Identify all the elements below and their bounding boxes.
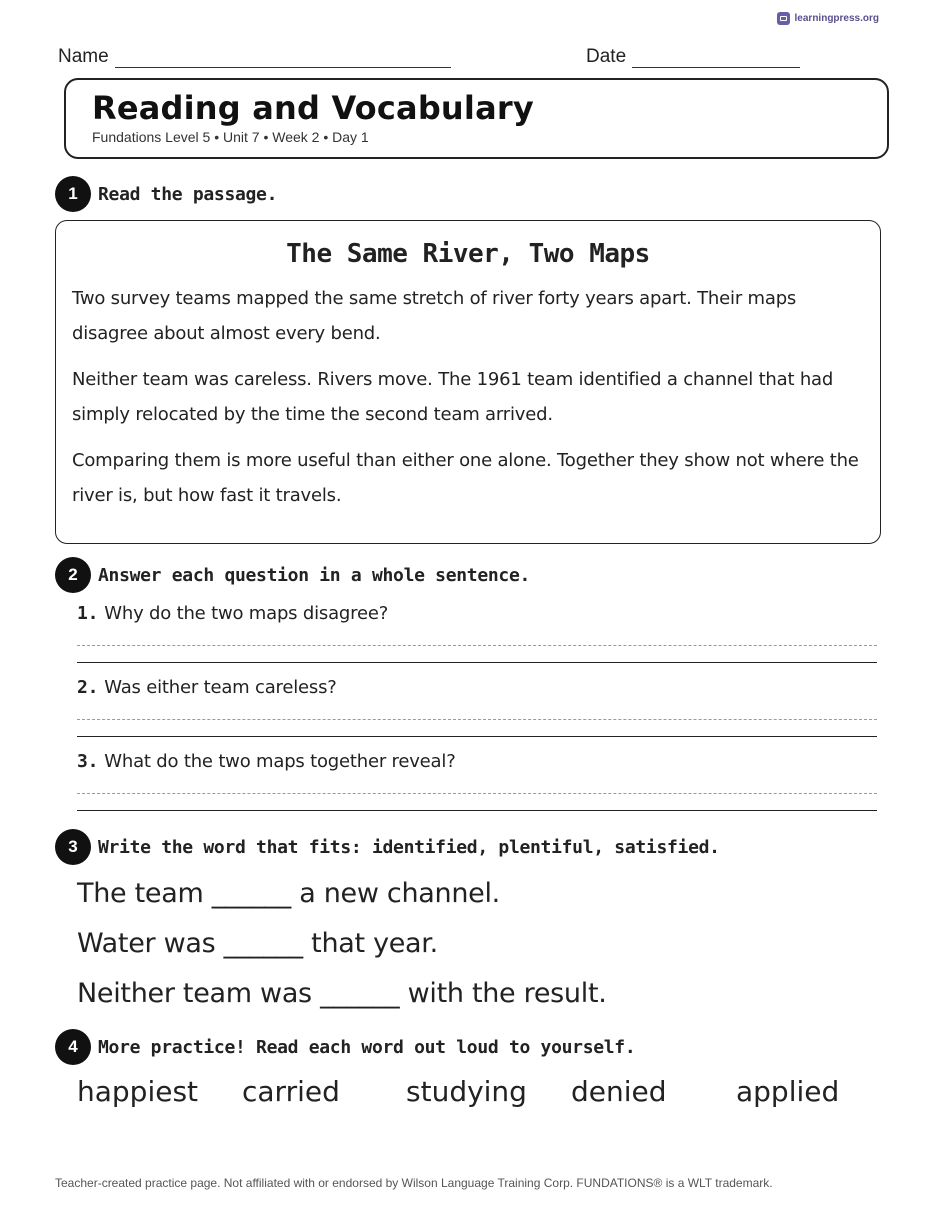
date-label: Date — [586, 46, 627, 67]
reading-passage — [55, 220, 881, 544]
page-subtitle: Fundations Level 5 • Unit 7 • Week 2 • Day 1 — [92, 129, 369, 145]
name-label: Name — [58, 46, 109, 67]
fill-in-sentence[interactable]: Water was ______ that year. — [77, 928, 438, 959]
section-3-heading — [55, 829, 720, 865]
question-text: Why do the two maps disagree? — [104, 603, 389, 624]
practice-word-list — [77, 1075, 877, 1115]
footer-disclaimer: Teacher-created practice page. Not affiliated with or endorsed by Wilson Language Training Corp. FUNDATIONS® is a WLT trademark. — [55, 1176, 773, 1190]
section-instruction: More practice! Read each word out loud to yourself. — [98, 1036, 636, 1058]
section-number-badge: 4 — [55, 1029, 91, 1065]
practice-word: denied — [571, 1075, 667, 1108]
passage-paragraph: Neither team was careless. Rivers move. The 1961 team identified a channel that had simply relocated by the time the second team arrived. — [72, 369, 834, 425]
name-field[interactable] — [58, 46, 451, 68]
practice-word: happiest — [77, 1075, 199, 1108]
page-title: Reading and Vocabulary — [92, 89, 534, 127]
name-blank-line[interactable] — [115, 48, 451, 68]
question-item — [77, 603, 877, 624]
question-number: 3. — [77, 751, 99, 772]
passage-paragraph: Two survey teams mapped the same stretch of river forty years apart. Their maps disagree about almost every bend. — [72, 288, 797, 344]
brand-label: learningpress.org — [794, 13, 879, 24]
book-icon — [777, 12, 790, 25]
section-number-badge: 3 — [55, 829, 91, 865]
answer-line[interactable] — [77, 810, 877, 811]
question-item — [77, 751, 877, 772]
passage-paragraph: Comparing them is more useful than either one alone. Together they show not where the river is, but how fast it travels. — [72, 450, 859, 506]
passage-title: The Same River, Two Maps — [286, 239, 650, 269]
section-4-heading — [55, 1029, 635, 1065]
practice-word: applied — [736, 1075, 840, 1108]
answer-guide-line[interactable] — [77, 719, 877, 720]
fill-in-sentence[interactable]: The team ______ a new channel. — [77, 878, 500, 909]
section-1-heading — [55, 176, 277, 212]
brand-link[interactable] — [777, 12, 879, 25]
question-text: Was either team careless? — [104, 677, 337, 698]
answer-guide-line[interactable] — [77, 645, 877, 646]
practice-word: studying — [406, 1075, 527, 1108]
section-instruction: Read the passage. — [98, 183, 278, 205]
answer-guide-line[interactable] — [77, 793, 877, 794]
answer-line[interactable] — [77, 662, 877, 663]
question-text: What do the two maps together reveal? — [104, 751, 456, 772]
fill-in-sentence[interactable]: Neither team was ______ with the result. — [77, 978, 607, 1009]
answer-line[interactable] — [77, 736, 877, 737]
section-instruction: Answer each question in a whole sentence. — [98, 564, 531, 586]
section-instruction: Write the word that fits: identified, plentiful, satisfied. — [98, 836, 720, 858]
date-blank-line[interactable] — [632, 48, 800, 68]
practice-word: carried — [242, 1075, 340, 1108]
question-number: 2. — [77, 677, 99, 698]
title-box — [64, 78, 889, 159]
name-date-row — [58, 46, 818, 70]
question-number: 1. — [77, 603, 99, 624]
section-number-badge: 2 — [55, 557, 91, 593]
section-number-badge: 1 — [55, 176, 91, 212]
section-2-heading — [55, 557, 530, 593]
question-item — [77, 677, 877, 698]
date-field[interactable] — [586, 46, 800, 68]
